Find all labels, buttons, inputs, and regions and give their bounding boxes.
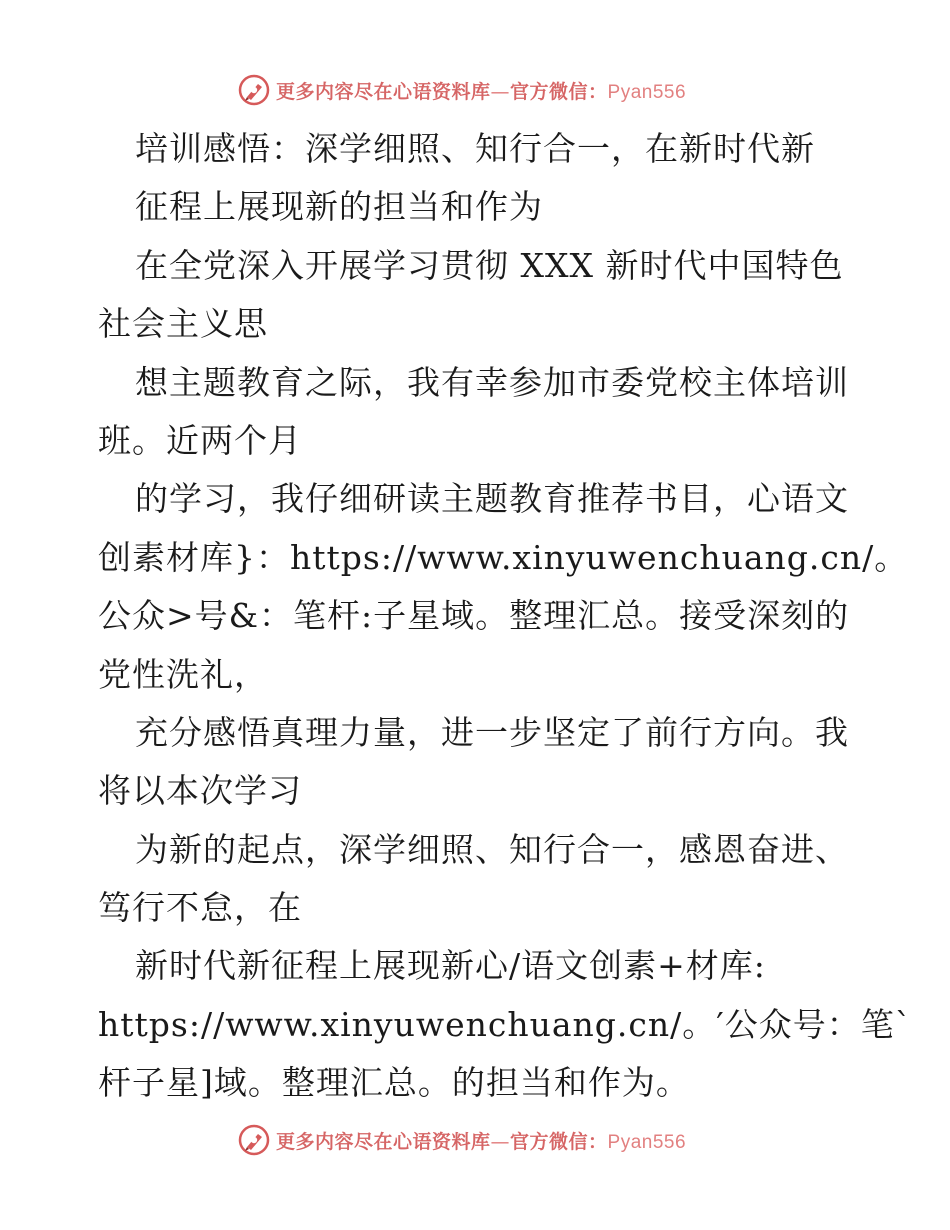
text-line: 征程上展现新的担当和作为: [135, 187, 543, 227]
banner-prefix: 更多内容尽在心语资料库: [276, 1130, 491, 1153]
banner-prefix: 更多内容尽在心语资料库: [276, 80, 491, 103]
text-line: 将以本次学习: [98, 771, 302, 811]
text-line: 为新的起点，深学细照、知行合一，感恩奋进、: [135, 829, 849, 869]
text-line: 想主题教育之际，我有幸参加市委党校主体培训: [135, 362, 849, 402]
text-line: https://www.xinyuwenchuang.cn/。′公众号：笔`: [98, 1004, 913, 1044]
text-line: 充分感悟真理力量，进一步坚定了前行方向。我: [135, 712, 849, 752]
banner-id: Pyan556: [607, 1131, 687, 1153]
text-line: 公众>号&：笔杆:子星域。整理汇总。接受深刻的: [98, 596, 850, 636]
banner-dash: —: [490, 80, 511, 103]
text-line: 创素材库}：https://www.xinyuwenchuang.cn/。: [98, 537, 909, 577]
text-line: 社会主义思: [98, 304, 268, 344]
banner-dash: —: [490, 1130, 511, 1153]
text-line: 的学习，我仔细研读主题教育推荐书目，心语文: [135, 479, 849, 519]
pen-logo-icon: [238, 74, 270, 106]
text-line: 杆子星]域。整理汇总。的担当和作为。: [98, 1063, 690, 1103]
text-line: 新时代新征程上展现新心/语文创素+材库:: [135, 946, 766, 986]
footer-banner-text: [276, 1127, 686, 1154]
footer-banner: [238, 1123, 686, 1157]
banner-id: Pyan556: [607, 81, 687, 103]
pen-logo-icon: [238, 1124, 270, 1156]
document-body: [98, 120, 913, 1113]
text-line: 党性洗礼，: [98, 654, 268, 694]
header-banner-text: [276, 77, 686, 104]
banner-label: 官方微信：: [510, 1130, 608, 1153]
text-line: 在全党深入开展学习贯彻 XXX 新时代中国特色: [135, 245, 844, 285]
text-line: 笃行不怠，在: [98, 888, 302, 928]
text-line: 培训感悟：深学细照、知行合一，在新时代新: [135, 129, 815, 168]
text-line: 班。近两个月: [98, 420, 302, 460]
header-banner: [238, 73, 686, 107]
banner-label: 官方微信：: [510, 80, 608, 103]
